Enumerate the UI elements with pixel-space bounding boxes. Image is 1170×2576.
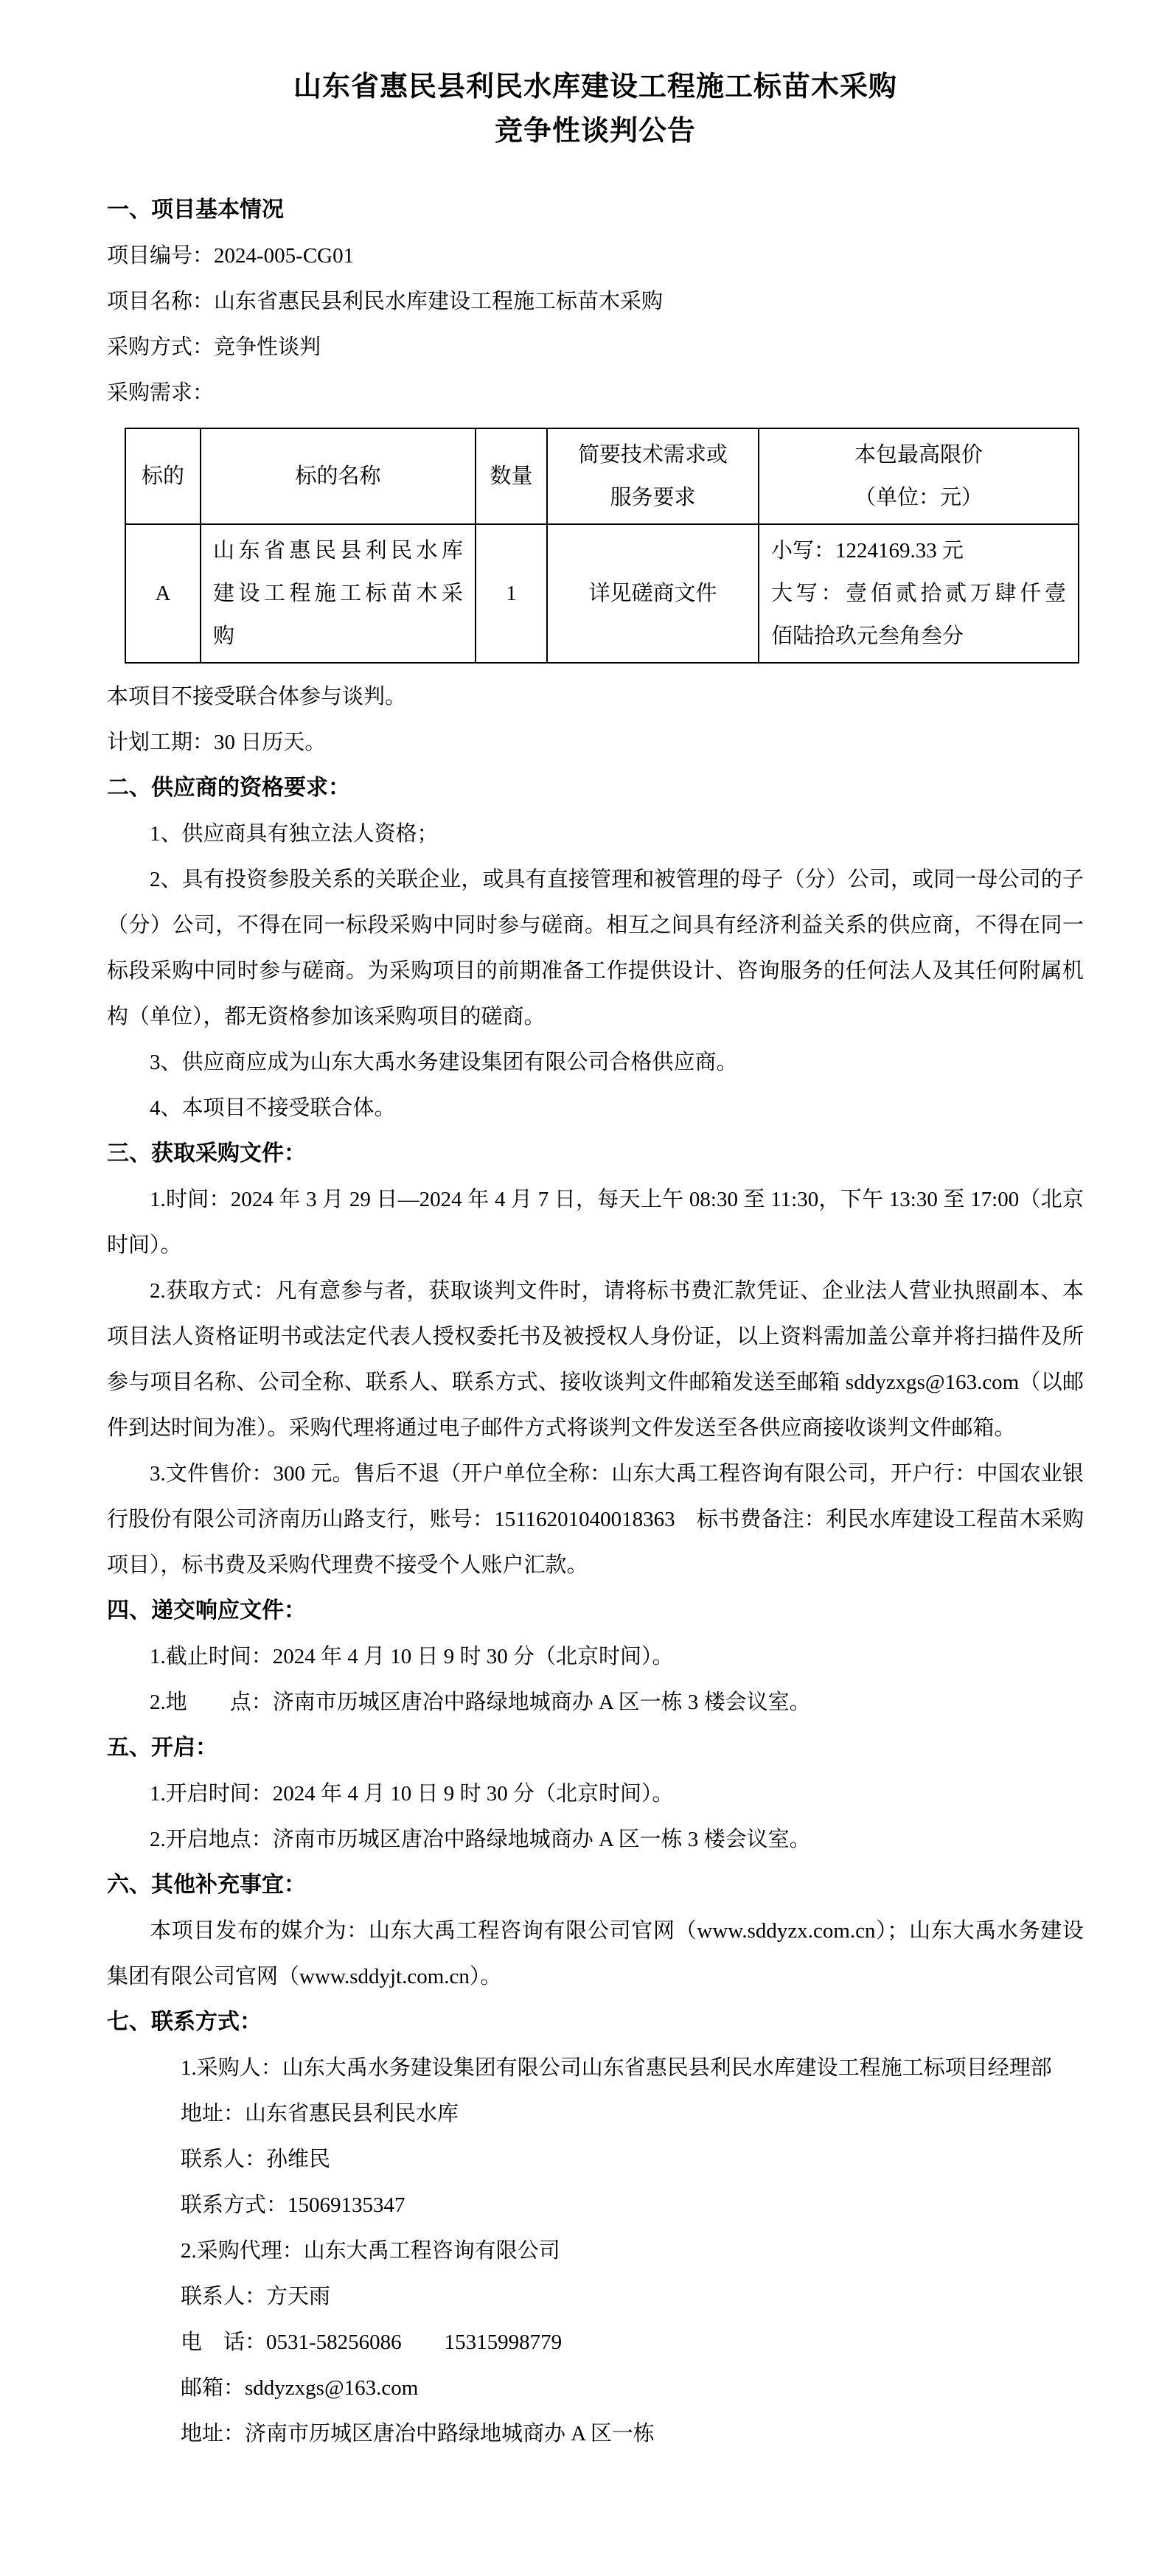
header-price-limit-label-line2: （单位：元） [854,486,983,509]
opening-location-line: 2.开启地点：济南市历城区唐冶中路绿地城商办 A 区一栋 3 楼会议室。 [150,1828,811,1851]
obtain-documents-item-2: 2.获取方式：凡有意参与者，获取谈判文件时，请将标书费汇款凭证、企业法人营业执照副本、本项目法人资格证明书或法定代表人授权委托书及被授权人身份证，以上资料需加盖公章并将扫描件及所参与项目名称、公司全称、联系人、联系方式、接收谈判文件邮箱发送至邮箱 sddyzxgs@163.com（以邮件到达时间为准）。采购代理将通过电子邮件方式将谈判文件发送至各供应商接收谈判文件邮箱。 [107,1279,1084,1440]
section-heading-obtain-documents: 三、获取采购文件： [107,1141,306,1166]
purchaser-phone-line: 联系方式：15069135347 [181,2193,405,2217]
price-limit-words-line1: 大写：壹佰贰拾贰万肆仟壹 [771,582,1066,605]
submit-deadline-line: 1.截止时间：2024 年 4 月 10 日 9 时 30 分（北京时间）。 [150,1645,674,1668]
header-cell-bid [125,428,201,524]
document-title-line1: 山东省惠民县利民水库建设工程施工标苗木采购 [293,72,897,102]
lot-name-line3: 购 [213,624,235,648]
qualification-item-3: 3、供应商应成为山东大禹水务建设集团有限公司合格供应商。 [150,1051,738,1074]
agent-line: 2.采购代理：山东大禹工程咨询有限公司 [181,2239,560,2263]
lot-name-line1: 山东省惠民县利民水库 [213,539,463,563]
cell-lot-name [201,524,476,663]
purchaser-line: 1.采购人：山东大禹水务建设集团有限公司山东省惠民县利民水库建设工程施工标项目经理部 [181,2056,1052,2080]
requirement-value: 详见磋商文件 [588,582,717,605]
procurement-demand-line: 采购需求： [107,381,215,405]
price-limit-numeric: 小写：1224169.33 元 [771,539,964,563]
header-requirement-label-line1: 简要技术需求或 [577,443,728,467]
section-heading-basic-info: 一、项目基本情况 [107,198,284,222]
document-title-line2: 竞争性谈判公告 [494,116,696,147]
no-consortium-note: 本项目不接受联合体参与谈判。 [107,685,407,709]
section-heading-qualification: 二、供应商的资格要求： [107,776,350,800]
opening-time-line: 1.开启时间：2024 年 4 月 10 日 9 时 30 分（北京时间）。 [150,1782,674,1806]
agent-email-line: 邮箱：sddyzxgs@163.com [181,2376,419,2400]
cell-bid [125,524,201,663]
obtain-documents-item-3: 3.文件售价：300 元。售后不退（开户单位全称：山东大禹工程咨询有限公司，开户行：中国农业银行股份有限公司济南历山路支行，账号：15116201040018363 标书费备注：利民水库建设工程苗木采购项目），标书费及采购代理费不接受个人账户汇款。 [107,1462,1084,1577]
qualification-item-2: 2、具有投资参股关系的关联企业，或具有直接管理和被管理的母子（分）公司，或同一母公司的子（分）公司，不得在同一标段采购中同时参与磋商。相互之间具有经济利益关系的供应商，不得在同一标段采购中同时参与磋商。为采购项目的前期准备工作提供设计、咨询服务的任何法人及其任何附属机构（单位），都无资格参加该采购项目的磋商。 [107,868,1084,1028]
section-heading-contact: 七、联系方式： [107,2010,262,2034]
header-cell-requirement [547,428,759,524]
agent-contact-person-line: 联系人：方天雨 [181,2285,331,2308]
bid-value: A [155,582,171,605]
header-quantity-label: 数量 [490,464,533,488]
publish-media-paragraph: 本项目发布的媒介为：山东大禹工程咨询有限公司官网（www.sddyzx.com.cn）；山东大禹水务建设集团有限公司官网（www.sddyjt.com.cn）。 [107,1919,1084,1988]
section-heading-opening: 五、开启： [107,1736,217,1760]
project-name-line: 项目名称：山东省惠民县利民水库建设工程施工标苗木采购 [107,290,664,313]
quantity-value: 1 [506,582,517,605]
qualification-item-4: 4、本项目不接受联合体。 [150,1096,396,1120]
cell-price-limit [759,524,1079,663]
planned-duration-line: 计划工期：30 日历天。 [107,731,327,754]
submit-location-line: 2.地 点：济南市历城区唐冶中路绿地城商办 A 区一栋 3 楼会议室。 [150,1691,811,1714]
header-cell-quantity [476,428,547,524]
project-number-line: 项目编号：2024-005-CG01 [107,244,355,268]
purchaser-address-line: 地址：山东省惠民县利民水库 [181,2102,459,2126]
section-heading-submit-response: 四、递交响应文件： [107,1598,306,1623]
qualification-item-1: 1、供应商具有独立法人资格； [150,822,439,846]
header-cell-price-limit [759,428,1079,524]
header-cell-name [201,428,476,524]
purchaser-contact-person-line: 联系人：孙维民 [181,2148,331,2171]
header-bid-label: 标的 [141,464,184,488]
agent-address-line: 地址：济南市历城区唐冶中路绿地城商办 A 区一栋 [181,2422,655,2446]
procurement-method-line: 采购方式：竞争性谈判 [107,335,321,359]
lot-name-line2: 建设工程施工标苗木采 [213,582,463,605]
obtain-documents-item-1: 1.时间：2024 年 3 月 29 日—2024 年 4 月 7 日，每天上午 08:30 至 11:30，下午 13:30 至 17:00（北京时间）。 [107,1188,1084,1257]
procurement-lot-table [125,428,1079,664]
cell-requirement [547,524,759,663]
header-price-limit-label-line1: 本包最高限价 [854,443,983,467]
header-name-label: 标的名称 [295,464,381,488]
header-requirement-label-line2: 服务要求 [610,486,696,509]
cell-quantity [476,524,547,663]
price-limit-words-line2: 佰陆拾玖元叁角叁分 [771,624,964,648]
agent-phone-line: 电 话：0531-58256086 15315998779 [181,2330,563,2354]
table-data-row [125,524,1079,663]
table-header-row [125,428,1079,524]
section-heading-other-matters: 六、其他补充事宜： [107,1873,306,1897]
